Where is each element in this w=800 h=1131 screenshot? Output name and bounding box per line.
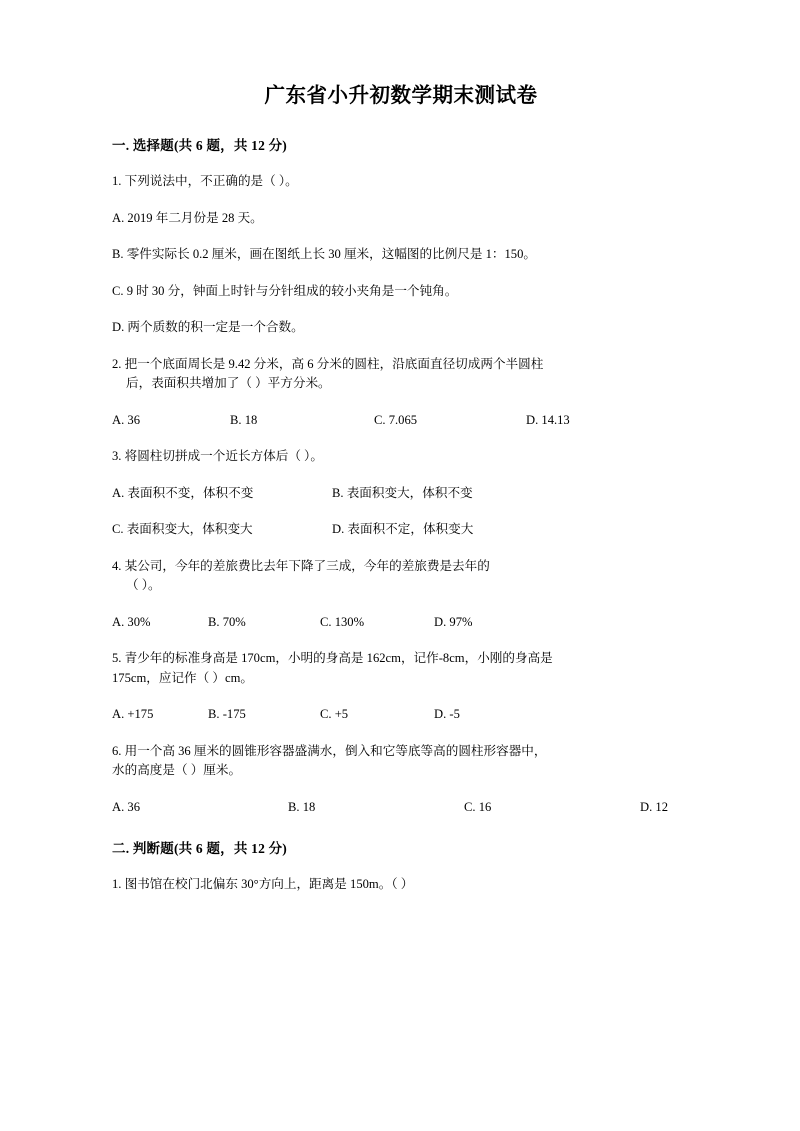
question-1-option-c: C. 9 时 30 分，钟面上时针与分针组成的较小夹角是一个钝角。 xyxy=(112,283,458,298)
question-4-options xyxy=(112,613,690,633)
question-2-stem xyxy=(112,355,690,394)
question-4-stem xyxy=(112,557,690,596)
question-5-options xyxy=(112,705,690,725)
page-title: 广东省小升初数学期末测试卷 xyxy=(264,85,538,107)
question-6-stem-line2: 水的高度是（ ）厘米。 xyxy=(112,763,242,778)
question-1-option-d: D. 两个质数的积一定是一个合数。 xyxy=(112,320,304,335)
question-6-option-c[interactable]: C. 16 xyxy=(464,799,492,814)
question-4-option-a[interactable]: A. 30% xyxy=(112,614,151,629)
question-5-option-d[interactable]: D. -5 xyxy=(434,707,460,722)
question-2-options xyxy=(112,411,690,431)
question-1-option-a: A. 2019 年二月份是 28 天。 xyxy=(112,210,263,225)
question-4-stem-line1: 4. 某公司，今年的差旅费比去年下降了三成，今年的差旅费是去年的 xyxy=(112,558,490,573)
question-6-stem xyxy=(112,742,690,781)
tf-question-1: 1. 图书馆在校门北偏东 30°方向上，距离是 150m。（ ） xyxy=(112,877,414,892)
question-4-option-d[interactable]: D. 97% xyxy=(434,614,473,629)
question-2-option-d[interactable]: D. 14.13 xyxy=(526,412,570,427)
question-3-options-row2 xyxy=(112,520,690,540)
question-5-option-b[interactable]: B. -175 xyxy=(208,707,246,722)
section-heading-truefalse: 二. 判断题(共 6 题，共 12 分) xyxy=(112,841,287,857)
question-4-stem-line2: （ ）。 xyxy=(126,578,161,593)
question-6-options xyxy=(112,798,690,818)
question-3-option-c[interactable]: C. 表面积变大，体积变大 xyxy=(112,522,253,537)
question-6-stem-line1: 6. 用一个高 36 厘米的圆锥形容器盛满水，倒入和它等底等高的圆柱形容器中， xyxy=(112,743,547,758)
question-6-option-d[interactable]: D. 12 xyxy=(640,799,668,814)
question-3-option-d[interactable]: D. 表面积不定，体积变大 xyxy=(332,522,474,537)
question-2-option-b[interactable]: B. 18 xyxy=(230,412,258,427)
question-5-option-a[interactable]: A. +175 xyxy=(112,707,154,722)
question-5-stem-line2: 175cm，应记作（ ）cm。 xyxy=(112,670,253,685)
question-3-option-a[interactable]: A. 表面积不变，体积不变 xyxy=(112,485,254,500)
question-5-option-c[interactable]: C. +5 xyxy=(320,707,349,722)
question-6-option-a[interactable]: A. 36 xyxy=(112,799,140,814)
section-heading-choice: 一. 选择题(共 6 题，共 12 分) xyxy=(112,138,287,153)
question-6-option-b[interactable]: B. 18 xyxy=(288,799,316,814)
question-1-stem: 1. 下列说法中，不正确的是（ ）。 xyxy=(112,174,298,188)
question-3-options-row1 xyxy=(112,484,690,504)
question-4-option-c[interactable]: C. 130% xyxy=(320,614,365,629)
question-4-option-b[interactable]: B. 70% xyxy=(208,614,246,629)
question-3-option-b[interactable]: B. 表面积变大，体积不变 xyxy=(332,485,473,500)
question-2-stem-line1: 2. 把一个底面周长是 9.42 分米，高 6 分米的圆柱，沿底面直径切成两个半圆柱 xyxy=(112,356,544,371)
question-1-option-b: B. 零件实际长 0.2 厘米，画在图纸上长 30 厘米，这幅图的比例尺是 1：150。 xyxy=(112,247,536,262)
question-2-option-a[interactable]: A. 36 xyxy=(112,412,140,427)
question-2-option-c[interactable]: C. 7.065 xyxy=(374,412,418,427)
question-5-stem xyxy=(112,649,690,688)
question-2-stem-line2: 后，表面积共增加了（ ）平方分米。 xyxy=(126,376,331,391)
question-5-stem-line1: 5. 青少年的标准身高是 170cm，小明的身高是 162cm，记作-8cm，小刚的身高是 xyxy=(112,651,553,666)
question-3-stem: 3. 将圆柱切拼成一个近长方体后（ ）。 xyxy=(112,449,323,464)
